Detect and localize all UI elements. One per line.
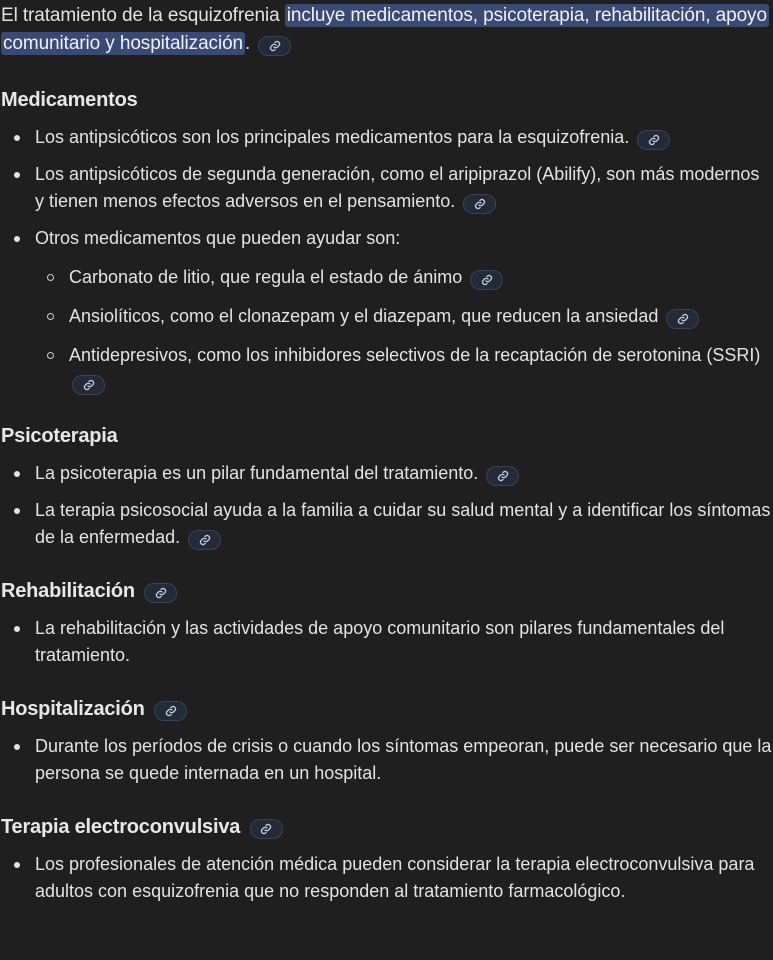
sublist-item — [35, 303, 773, 330]
section-heading-medicamentos: Medicamentos — [1, 89, 138, 111]
source-link-chip[interactable] — [486, 466, 519, 486]
source-link-chip[interactable] — [470, 270, 503, 290]
list-item — [1, 497, 773, 551]
medicamentos-list — [1, 124, 773, 396]
sublist-item — [35, 342, 773, 396]
link-icon — [677, 313, 689, 325]
list-item — [1, 161, 773, 215]
list-item — [1, 851, 773, 905]
intro-paragraph — [1, 2, 773, 58]
list-item — [1, 615, 773, 669]
intro-highlight[interactable]: incluye medicamentos, psicoterapia, rehabilitación, apoyo comunitario y hospitalización — [3, 5, 767, 54]
intro-prefix: El tratamiento de la esquizofrenia — [1, 5, 285, 26]
list-item — [1, 124, 773, 151]
link-icon — [199, 534, 211, 546]
source-link-chip[interactable] — [154, 701, 187, 721]
link-icon — [260, 823, 272, 835]
hospitalizacion-list — [1, 733, 773, 787]
answer-content — [0, 2, 773, 905]
sublist-item — [35, 264, 773, 291]
section-heading-rehabilitacion — [1, 577, 773, 605]
list-item-text: Los antipsicóticos de segunda generación, como el aripiprazol (Abilify), son más modernos y tienen menos efectos adversos en el pensamiento. — [35, 164, 760, 211]
link-icon — [481, 274, 493, 286]
link-icon — [497, 470, 509, 482]
section-heading-hospitalizacion — [1, 695, 773, 723]
list-item-text: La psicoterapia es un pilar fundamental del tratamiento. — [35, 463, 479, 483]
link-icon — [83, 379, 95, 391]
section-heading-terapia-electroconvulsiva — [1, 813, 773, 841]
list-item-text: Los antipsicóticos son los principales medicamentos para la esquizofrenia. — [35, 127, 630, 147]
source-link-chip[interactable] — [144, 583, 177, 603]
link-icon — [165, 705, 177, 717]
list-item-text: Durante los períodos de crisis o cuando los síntomas empeoran, puede ser necesario que la persona se quede internada en un hospital. — [35, 736, 772, 783]
intro-suffix: . — [245, 33, 251, 54]
terapia-electroconvulsiva-list — [1, 851, 773, 905]
link-icon — [155, 587, 167, 599]
list-item — [1, 225, 773, 396]
list-item — [1, 733, 773, 787]
list-item — [1, 460, 773, 487]
section-heading-text: Hospitalización — [1, 698, 145, 720]
source-link-chip[interactable] — [463, 194, 496, 214]
source-link-chip[interactable] — [250, 819, 283, 839]
medicamentos-sublist — [35, 264, 773, 396]
source-link-chip[interactable] — [637, 130, 670, 150]
sublist-item-text: Ansiolíticos, como el clonazepam y el diazepam, que reducen la ansiedad — [69, 306, 659, 326]
section-heading-text: Terapia electroconvulsiva — [1, 816, 241, 838]
link-icon — [648, 134, 660, 146]
rehabilitacion-list — [1, 615, 773, 669]
source-link-chip[interactable] — [666, 309, 699, 329]
section-heading-psicoterapia: Psicoterapia — [1, 425, 118, 447]
psicoterapia-list — [1, 460, 773, 551]
section-heading-text: Rehabilitación — [1, 580, 135, 602]
sublist-item-text: Carbonato de litio, que regula el estado de ánimo — [69, 267, 463, 287]
source-link-chip[interactable] — [258, 36, 291, 56]
link-icon — [269, 40, 281, 52]
list-item-text: Otros medicamentos que pueden ayudar son: — [35, 228, 401, 248]
sublist-item-text: Antidepresivos, como los inhibidores selectivos de la recaptación de serotonina (SSRI) — [69, 345, 761, 365]
list-item-text: La rehabilitación y las actividades de apoyo comunitario son pilares fundamentales del tratamiento. — [35, 618, 725, 665]
list-item-text: La terapia psicosocial ayuda a la familia a cuidar su salud mental y a identificar los síntomas de la enfermedad. — [35, 500, 771, 547]
source-link-chip[interactable] — [188, 530, 221, 550]
list-item-text: Los profesionales de atención médica pueden considerar la terapia electroconvulsiva para adultos con esquizofrenia que no responden al tratamiento farmacológico. — [35, 854, 755, 901]
source-link-chip[interactable] — [72, 375, 105, 395]
link-icon — [474, 198, 486, 210]
